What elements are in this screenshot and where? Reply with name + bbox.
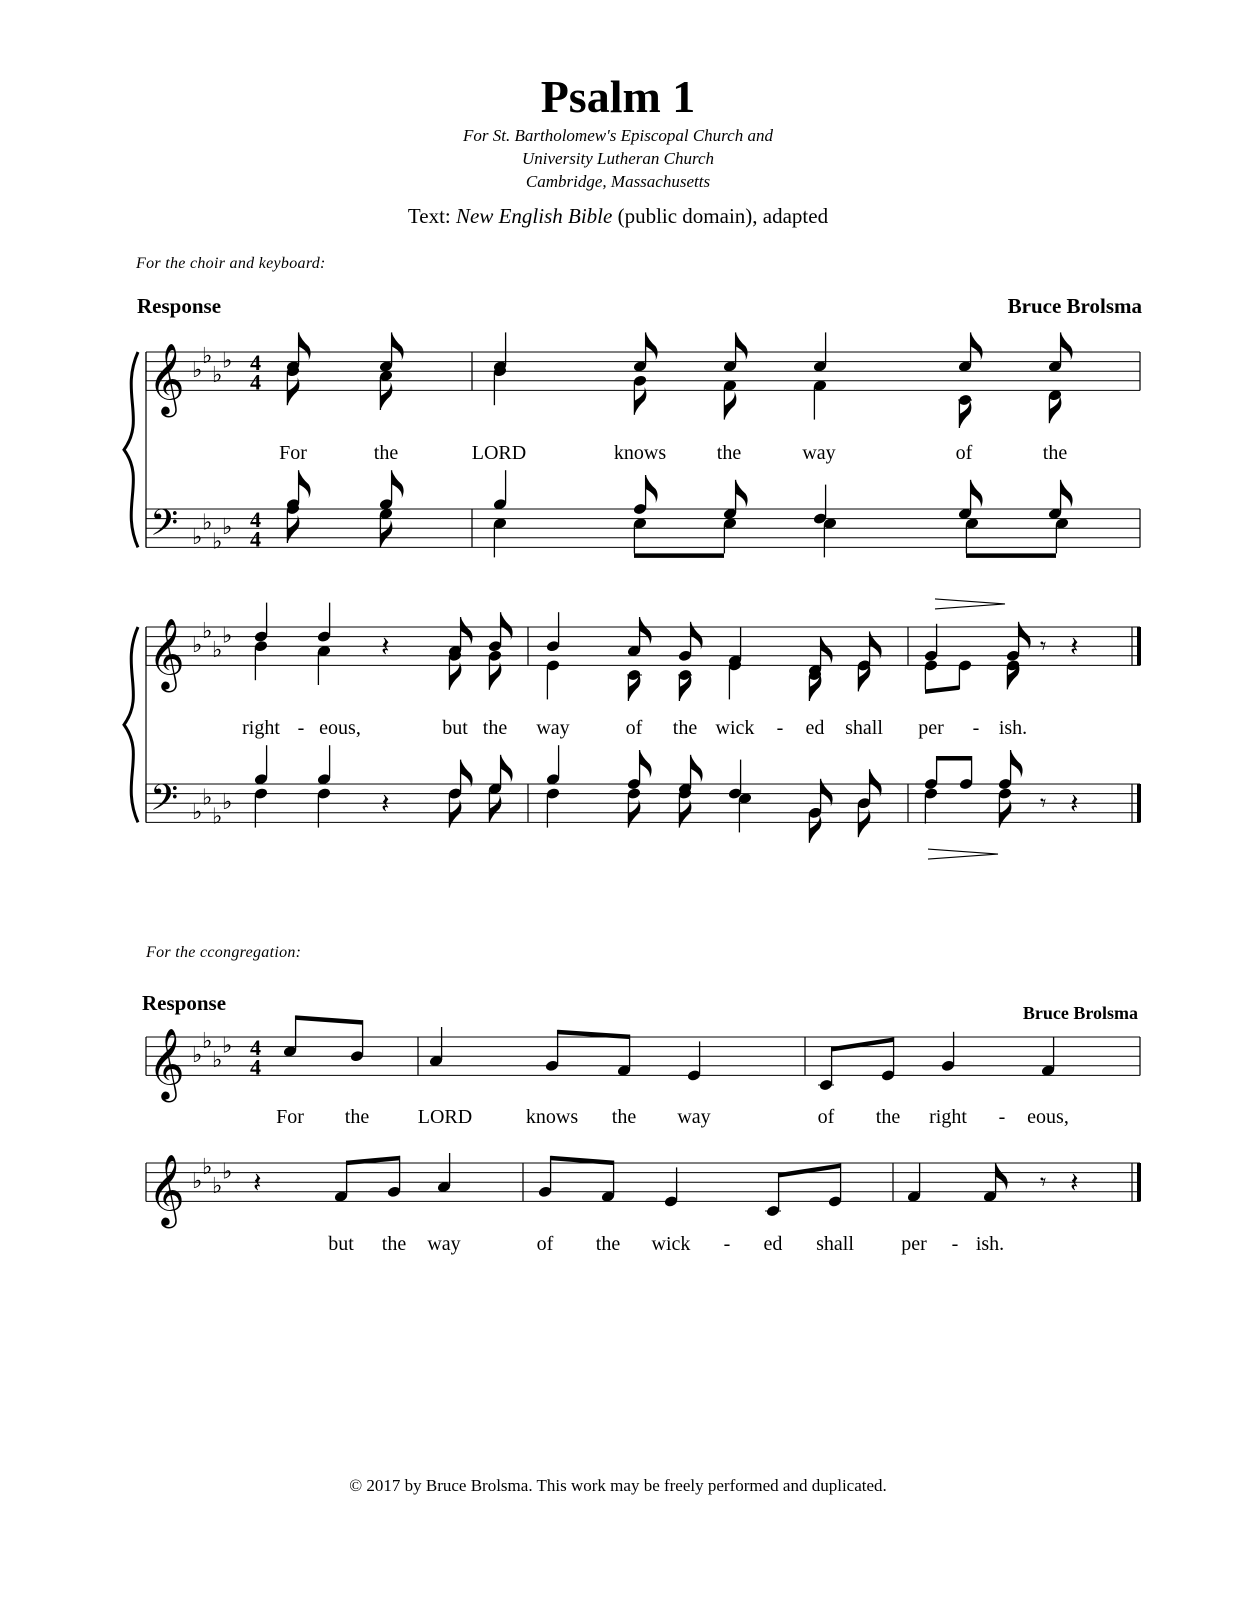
lyric: - [723,1233,731,1255]
flag [809,815,821,843]
congregation-instruction: For the ccongregation: [146,944,302,961]
lyric: wick [651,1233,691,1255]
lyric: right [929,1106,967,1128]
lyric: knows [525,1106,579,1128]
lyric: ed [805,717,825,739]
dedication-line-1: For St. Bartholomew's Episcopal Church and [463,126,773,145]
congregation-response-heading: Response [142,991,227,1015]
beam [558,1030,630,1039]
flag [392,470,404,498]
time-signature-top: 4 [250,350,261,376]
flat-icon: ♭ [212,363,223,388]
flag [287,377,299,405]
lyric: the [672,717,698,739]
lyric: - [972,717,980,739]
flag [971,480,983,508]
decrescendo-hairpin [935,599,1005,609]
bass-clef-icon: 𝄢 [150,501,179,553]
beam [634,553,724,558]
eighth-rest-icon: 𝄾 [1040,1167,1047,1196]
lyric: the [875,1106,901,1128]
time-signature-bottom: 4 [250,526,261,552]
treble-clef-icon: 𝄞 [148,616,185,690]
flag [628,800,640,828]
flat-icon: ♭ [212,638,223,663]
lyric: - [951,1233,959,1255]
treble-clef-icon: 𝄞 [148,1026,185,1100]
flag [736,332,748,360]
quarter-rest-icon: 𝄽 [381,786,390,820]
flag [870,631,882,659]
lyric: of [625,717,643,739]
lyric: ish. [998,717,1028,739]
flag [287,515,299,543]
flag [691,755,703,783]
lyric: For [279,442,307,464]
flat-icon: ♭ [202,510,213,536]
lyric: For [276,1106,304,1128]
lyric: LORD [471,442,527,464]
flag [1061,480,1073,508]
bass-clef-icon: 𝄢 [150,776,179,828]
lyric: way [802,442,836,464]
lyric: the [482,717,508,739]
flat-icon: ♭ [212,1174,223,1199]
quarter-rest-icon: 𝄽 [1070,786,1079,820]
lyric: LORD [417,1106,473,1128]
flag [996,1163,1008,1191]
flat-icon: ♭ [192,524,203,550]
lyric: the [716,442,742,464]
choir-instruction: For the choir and keyboard: [136,255,326,272]
beam [936,756,972,761]
flag [971,332,983,360]
flat-icon: ♭ [222,1033,233,1059]
flat-icon: ♭ [192,1169,203,1195]
lyric: eous, [319,717,361,739]
flag [489,795,501,823]
lyric: - [297,717,305,739]
lyric: ish. [975,1233,1005,1255]
flag [736,480,748,508]
flag [724,392,736,420]
lyric: per [918,717,944,739]
lyric: wick [715,717,755,739]
flag [640,750,652,778]
flag [870,769,882,797]
lyric: eous, [1027,1106,1069,1128]
choir-response-heading: Response [137,294,222,318]
lyric: ed [763,1233,783,1255]
brace-icon [124,352,138,547]
flat-icon: ♭ [212,1048,223,1073]
eighth-rest-icon: 𝄾 [1040,631,1047,660]
flag [449,800,461,828]
treble-clef-icon: 𝄞 [148,341,185,415]
quarter-rest-icon: 𝄽 [1070,629,1079,663]
flat-icon: ♭ [202,343,213,369]
flag [299,470,311,498]
flat-icon: ♭ [192,633,203,659]
text-credit-rest: (public domain), adapted [617,204,829,228]
time-signature-top: 4 [250,507,261,533]
lyric: of [817,1106,835,1128]
flat-icon: ♭ [212,529,223,555]
flat-icon: ♭ [222,348,233,374]
flat-icon: ♭ [222,790,233,816]
copyright-footer: © 2017 by Bruce Brolsma. This work may be freely performed and duplicated. [349,1476,887,1495]
time-signature-bottom: 4 [250,369,261,395]
lyric: the [1042,442,1068,464]
time-signature-bottom: 4 [250,1054,261,1080]
flat-icon: ♭ [222,515,233,541]
flag [501,612,513,640]
lyric: but [328,1233,354,1255]
flag [646,475,658,503]
lyric: - [776,717,784,739]
brace-icon [124,627,138,822]
flat-icon: ♭ [202,785,213,811]
flag [1061,332,1073,360]
flat-icon: ♭ [202,1028,213,1054]
lyric: per [901,1233,927,1255]
quarter-rest-icon: 𝄽 [1070,1165,1079,1199]
lyric: the [373,442,399,464]
text-credit-source: New English Bible [456,204,613,228]
lyric: right [242,717,280,739]
lyric: of [536,1233,554,1255]
flat-icon: ♭ [192,799,203,825]
quarter-rest-icon: 𝄽 [253,1165,262,1199]
flag [501,755,513,783]
dedication-line-2: University Lutheran Church [521,149,715,168]
lyric: - [998,1106,1006,1128]
flag [821,779,833,807]
dedication-line-3: Cambridge, Massachusetts [525,172,711,191]
flag [380,520,392,548]
flat-icon: ♭ [192,358,203,384]
lyric: shall [816,1233,854,1255]
lyric: the [611,1106,637,1128]
beam [966,553,1056,558]
flat-icon: ♭ [202,618,213,644]
lyric: way [427,1233,461,1255]
flag [634,387,646,415]
lyric: of [955,442,973,464]
lyric: the [344,1106,370,1128]
flag [489,662,501,690]
treble-clef-icon: 𝄞 [148,1152,185,1226]
flag [380,382,392,410]
beam [347,1156,400,1165]
eighth-rest-icon: 𝄾 [1040,788,1047,817]
flat-icon: ♭ [202,1154,213,1180]
quarter-rest-icon: 𝄽 [381,629,390,663]
flag [1011,750,1023,778]
lyric: way [536,717,570,739]
choir-composer: Bruce Brolsma [1007,294,1142,318]
page-title: Psalm 1 [540,71,696,122]
flag [461,617,473,645]
beam [779,1163,841,1177]
text-credit-label: Text: [407,204,451,228]
flag [1019,622,1031,650]
flag [640,617,652,645]
flag [461,760,473,788]
lyric: shall [845,717,883,739]
flag [821,636,833,664]
flag [691,622,703,650]
lyric: knows [613,442,667,464]
lyric: the [595,1233,621,1255]
flag [679,800,691,828]
flag [449,662,461,690]
congregation-composer: Bruce Brolsma [1022,1003,1138,1023]
lyric: the [381,1233,407,1255]
flag [858,809,870,837]
flag [999,800,1011,828]
lyric: way [677,1106,711,1128]
beam [925,685,959,694]
decrescendo-hairpin [928,849,998,859]
flat-icon: ♭ [192,1043,203,1069]
flat-icon: ♭ [222,1159,233,1185]
beam [296,1015,363,1024]
flag [299,332,311,360]
flat-icon: ♭ [222,623,233,649]
flag [392,332,404,360]
lyric: but [442,717,468,739]
flat-icon: ♭ [212,804,223,830]
flag [646,332,658,360]
time-signature-top: 4 [250,1035,261,1061]
beam [551,1156,614,1165]
beam [832,1037,894,1051]
